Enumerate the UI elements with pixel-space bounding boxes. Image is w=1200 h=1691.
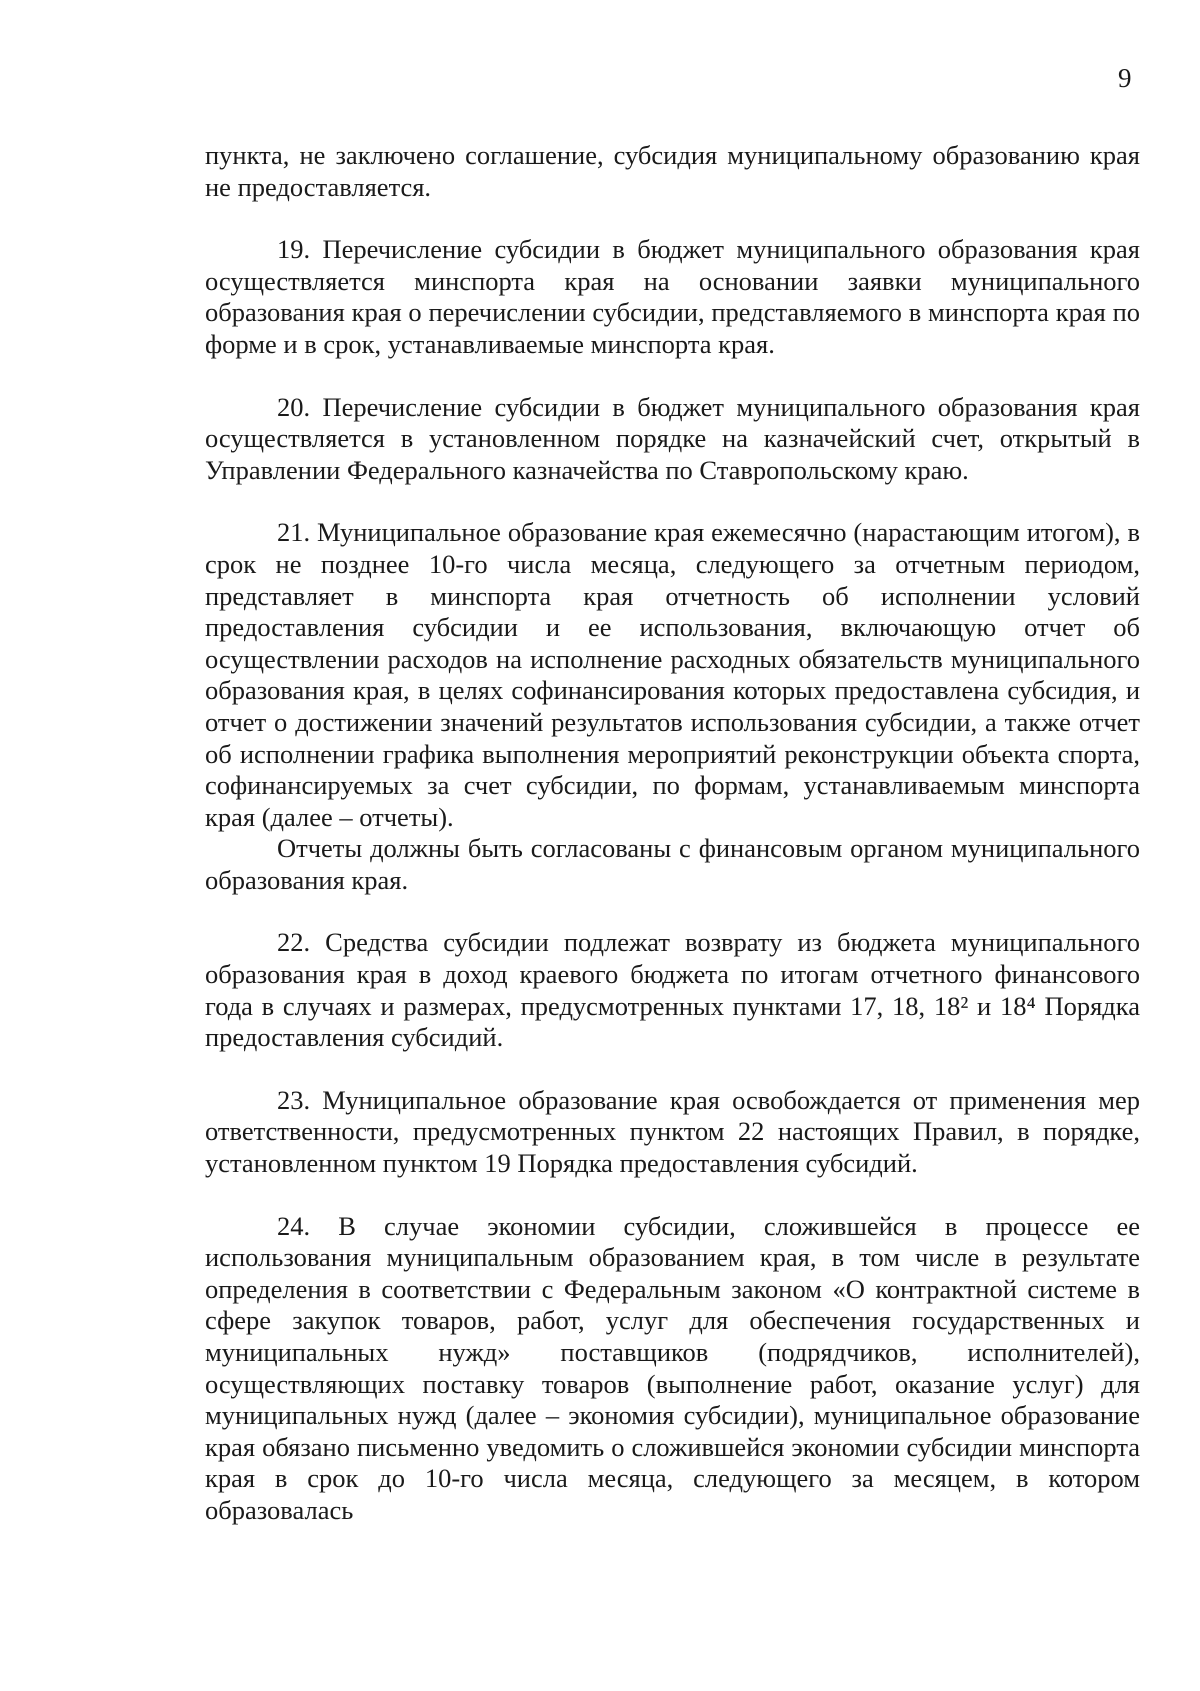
page-number: 9 — [1118, 63, 1132, 93]
paragraph-23: 23. Муниципальное образование края освобождается от применения мер ответственности, предусмотренных пунктом 22 настоящих Правил, в порядке, установленном пунктом 19 Порядка предоставления субсидий. — [205, 1084, 1140, 1179]
paragraph-continuation: пункта, не заключено соглашение, субсидия муниципальному образованию края не предоставляется. — [205, 140, 1140, 202]
paragraph-21-reports: Отчеты должны быть согласованы с финансовым органом муниципального образования края. — [205, 833, 1140, 895]
paragraph-22: 22. Средства субсидии подлежат возврату из бюджета муниципального образования края в доход краевого бюджета по итогам отчетного финансового года в случаях и размерах, предусмотренных пунктами 17, 18, 18² и 18⁴ Порядка предоставления субсидий. — [205, 927, 1140, 1053]
paragraph-20: 20. Перечисление субсидии в бюджет муниципального образования края осуществляется в установленном порядке на казначейский счет, открытый в Управлении Федерального казначейства по Ставропольскому краю. — [205, 391, 1140, 485]
paragraph-21: 21. Муниципальное образование края ежемесячно (нарастающим итогом), в срок не позднее 10-го числа месяца, следующего за отчетным периодом, представляет в минспорта края отчетность об исполнении условий предоставления субсидии и ее использования, включающую отчет об осуществлении расходов на исполнение расходных обязательств муниципального образования края, в целях софинансирования которых предоставлена субсидия, и отчет о достижении значений результатов использования субсидии, а также отчет об исполнении графика выполнения мероприятий реконструкции объекта спорта, софинансируемых за счет субсидии, по формам, устанавливаемым минспорта края (далее – отчеты). — [205, 517, 1140, 832]
paragraph-19: 19. Перечисление субсидии в бюджет муниципального образования края осуществляется минспорта края на основании заявки муниципального образования края о перечислении субсидии, представляемого в минспорта края по форме и в срок, устанавливаемые минспорта края. — [205, 234, 1140, 359]
document-body — [205, 140, 1140, 1527]
paragraph-24: 24. В случае экономии субсидии, сложившейся в процессе ее использования муниципальным образованием края, в том числе в результате определения в соответствии с Федеральным законом «О контрактной системе в сфере закупок товаров, работ, услуг для обеспечения государственных и муниципальных нужд» поставщиков (подрядчиков, исполнителей), осуществляющих поставку товаров (выполнение работ, оказание услуг) для муниципальных нужд (далее – экономия субсидии), муниципальное образование края обязано письменно уведомить о сложившейся экономии субсидии минспорта края в срок до 10-го числа месяца, следующего за месяцем, в котором образовалась — [205, 1210, 1140, 1525]
